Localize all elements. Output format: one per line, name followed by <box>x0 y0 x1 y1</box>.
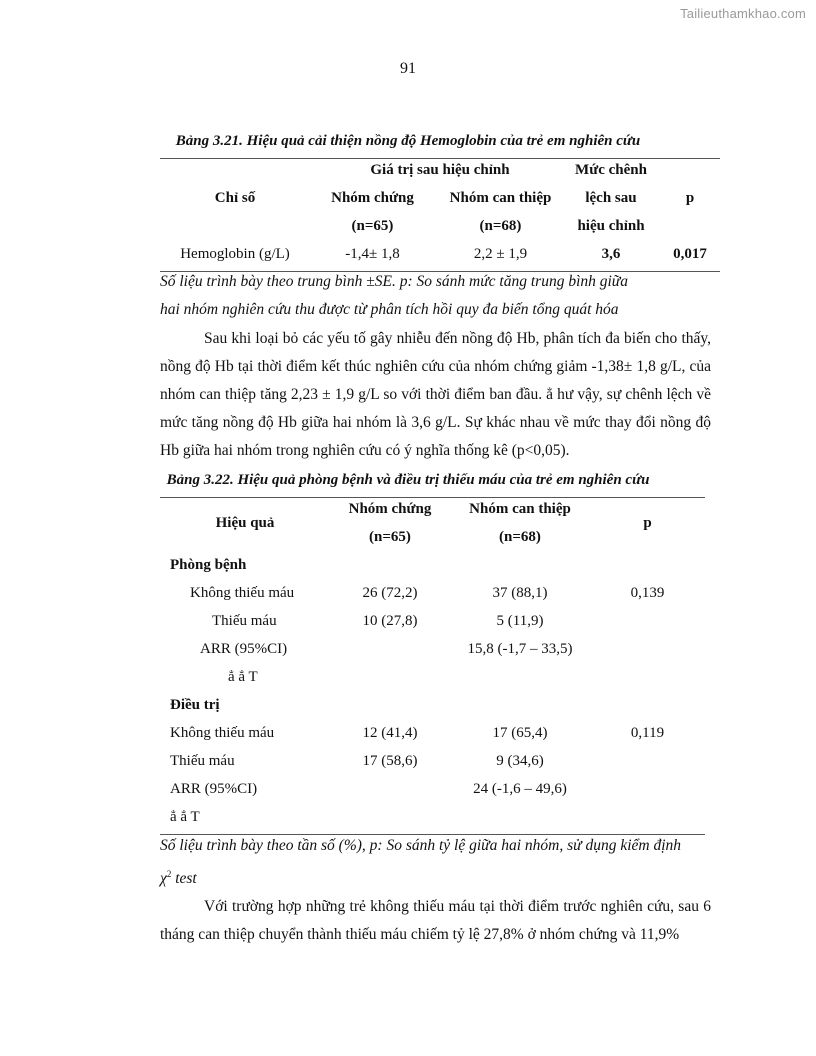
table2-header-hieu-qua: Hiệu quả <box>215 515 275 531</box>
table1-header-diff-3: hiệu chỉnh <box>577 218 645 234</box>
table2-s1-row1-control: 26 (72,2) <box>362 585 418 601</box>
table1-top-rule <box>160 158 720 159</box>
table1-header-diff-2: lệch sau <box>585 190 637 206</box>
table2-note-line1: Số liệu trình bày theo tần số (%), p: So sánh tỷ lệ giữa hai nhóm, sử dụng kiểm định <box>160 837 682 854</box>
table2-header-control: Nhóm chứng <box>348 501 432 517</box>
table2-top-rule <box>160 497 705 498</box>
table1-row-control: -1,4± 1,8 <box>345 246 400 262</box>
table1-header-p: p <box>685 190 695 206</box>
table2-caption: Bảng 3.22. Hiệu quả phòng bệnh và điều trị thiếu máu của trẻ em nghiên cứu <box>166 472 650 488</box>
table1-header-control-n: (n=65) <box>351 218 394 234</box>
table2-section1-title: Phòng bệnh <box>170 557 247 573</box>
table2-s2-row1-intervention: 17 (65,4) <box>492 725 548 741</box>
table2-s1-row2-intervention: 5 (11,9) <box>496 613 544 629</box>
table2-note <box>160 832 711 893</box>
paragraph-1-text: Sau khi loại bỏ các yếu tố gây nhiễu đến nồng độ Hb, phân tích đa biến cho thấy, nồng độ Hb tại thời điểm kết thúc nghiên cứu của nhóm chứng giảm -1,38± 1,8 g/L, của nhóm can thiệp tăng 2,23 ± 1,9 g/L so với thời điểm ban đầu. ẳ hư vậy, sự chênh lệch về mức tăng nồng độ Hb giữa hai nhóm là 3,6 g/L. Sự khác nhau về mức thay đổi nồng độ Hb giữa hai nhóm trong nghiên cứu có ý nghĩa thống kê (p<0,05). <box>160 330 711 459</box>
table2-s2-row1-label: Không thiếu máu <box>170 725 275 741</box>
table2-s1-row2-label: Thiếu máu <box>212 613 277 629</box>
page-number: 91 <box>400 60 416 77</box>
table1-header-diff-1: Mức chênh <box>575 162 647 178</box>
table2-s1-row1-intervention: 37 (88,1) <box>492 585 548 601</box>
paragraph-2-text: Với trường hợp những trẻ không thiếu máu tại thời điểm trước nghiên cứu, sau 6 tháng can thiệp chuyển thành thiếu máu chiếm tỷ lệ 27,8% ở nhóm chứng và 11,9% <box>160 898 711 943</box>
table2-s1-row2-control: 10 (27,8) <box>362 613 418 629</box>
chi-symbol: $\chi^2$ <box>160 869 172 888</box>
table2-s1-row1-label: Không thiếu máu <box>190 585 295 601</box>
table2-s1-row4-label: ẳ ẳ T <box>228 669 258 685</box>
table1-row-intervention: 2,2 ± 1,9 <box>473 246 528 262</box>
table2-s2-row3-label: ARR (95%CI) <box>170 781 258 797</box>
table1-note-line2: hai nhóm nghiên cứu thu được từ phân tích hồi quy đa biến tổng quát hóa <box>160 301 619 318</box>
table1-note <box>160 268 711 324</box>
table1-row-label: Hemoglobin (g/L) <box>180 246 290 262</box>
table1-caption: Bảng 3.21. Hiệu quả cải thiện nồng độ Hemoglobin của trẻ em nghiên cứu <box>175 133 641 149</box>
table2-s1-row3-intervention: 15,8 (-1,7 – 33,5) <box>467 641 573 657</box>
table2-s2-row2-intervention: 9 (34,6) <box>496 753 544 769</box>
table2-note-line2: $\chi^2$ test <box>160 869 197 888</box>
table1-header-control: Nhóm chứng <box>331 190 414 206</box>
watermark: Tailieuthamkhao.com <box>680 6 806 21</box>
table1-row-p: 0,017 <box>673 246 707 262</box>
table2-s2-row2-control: 17 (58,6) <box>362 753 418 769</box>
table2-s2-row1-control: 12 (41,4) <box>362 725 418 741</box>
table2-header-intervention: Nhóm can thiệp <box>469 501 571 517</box>
table2-header-control-n: (n=65) <box>369 529 411 545</box>
table2-s1-row1-p: 0,139 <box>630 585 665 601</box>
table1-note-line1: Số liệu trình bày theo trung bình ±SE. p: So sánh mức tăng trung bình giữa <box>160 273 629 290</box>
table2-s2-row1-p: 0,119 <box>630 725 665 741</box>
table1-header-intervention-n: (n=68) <box>479 218 522 234</box>
table1-header-intervention: Nhóm can thiệp <box>449 190 552 206</box>
paragraph-2 <box>160 893 711 949</box>
table1-row-diff: 3,6 <box>601 246 621 262</box>
table2-header-p: p <box>643 515 652 531</box>
table2-s1-row3-label: ARR (95%CI) <box>200 641 288 657</box>
table2-header-intervention-n: (n=68) <box>499 529 541 545</box>
table1-header-group: Giá trị sau hiệu chỉnh <box>370 162 510 178</box>
table2-s2-row2-label: Thiếu máu <box>170 753 235 769</box>
table2-s2-row3-intervention: 24 (-1,6 – 49,6) <box>473 781 567 797</box>
table1-header-chi-so: Chỉ số <box>214 190 256 206</box>
paragraph-1 <box>160 325 711 465</box>
table2-s2-row4-label: ẳ ẳ T <box>170 809 200 825</box>
table2-section2-title: Điều trị <box>170 697 220 713</box>
